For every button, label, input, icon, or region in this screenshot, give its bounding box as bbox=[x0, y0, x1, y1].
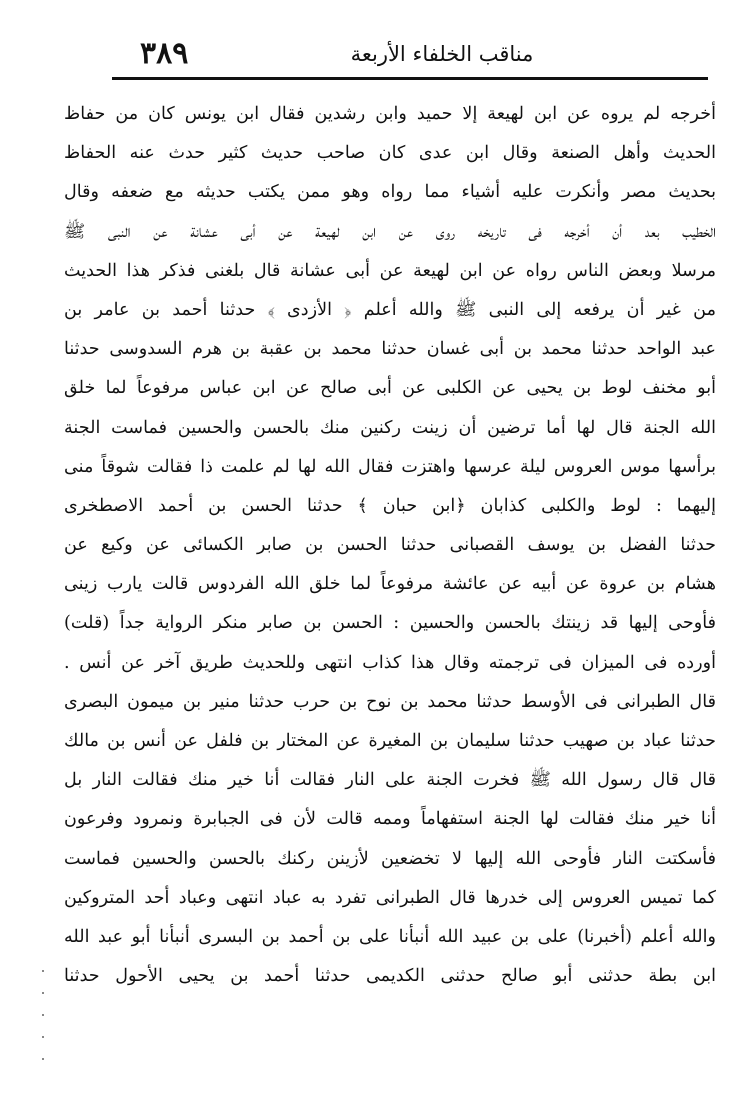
running-title: مناقب الخلفاء الأربعة bbox=[350, 42, 534, 66]
text-line: بحديث مصر وأنكرت عليه أشياء مما رواه وهو ممن يكتب حديثه مع ضعفه وقال bbox=[64, 182, 716, 203]
text-line: والله أعلم (أخبرنا) على بن عبيد الله أنبأنا على بن أحمد بن البسرى أنبأنا أبو عبد الله bbox=[64, 926, 716, 947]
body-text bbox=[64, 95, 716, 996]
text-line: إليهما : لوط والكلبى كذابان ﴿ابن حبان ﴾ حدثنا الحسن بن أحمد الاصطخرى bbox=[64, 495, 716, 516]
text-line: الخطيب بعد أن أخرجه فى تاريخه روى عن ابن لهيعة عن أبى عشانة عن النبى ﷺ bbox=[64, 221, 716, 242]
text-line: أبو مخنف لوط بن يحيى عن الكلبى عن أبى صالح عن ابن عباس مرفوعاً لما خلق bbox=[64, 378, 716, 399]
text-line: كما تميس العروس إلى خدرها قال الطبرانى تفرد به عباد انتهى وعباد أحد المتروكين bbox=[64, 887, 716, 908]
header-rule bbox=[112, 77, 708, 80]
text-line: هشام بن عروة عن أبيه عن عائشة مرفوعاً لما خلق الله الفردوس قالت يارب زينى bbox=[64, 574, 716, 595]
text-line: أورده فى الميزان فى ترجمته وقال هذا كذاب انتهى وللحديث طريق آخر عن أنس . bbox=[64, 652, 716, 673]
text-line: حدثنا عباد بن صهيب حدثنا سليمان بن المغيرة عن المختار بن فلفل عن أنس بن مالك bbox=[64, 731, 716, 751]
text-line: حدثنا الفضل بن يوسف القصبانى حدثنا الحسن بن صابر الكسائى عن وكيع عن bbox=[64, 535, 716, 556]
text-line: من غير أن يرفعه إلى النبى ﷺ والله أعلم ﴿ الأزدى ﴾ حدثنا أحمد بن عامر بن bbox=[64, 299, 716, 320]
text-line: أنا خير منك فقالت لها الجنة استفهاماً وممه قالت لأن فى الجبابرة ونمرود وفرعون bbox=[64, 809, 716, 830]
page-header bbox=[112, 30, 708, 80]
text-line: قال الطبرانى فى الأوسط حدثنا محمد بن نوح بن حرب حدثنا منير بن ميمون البصرى bbox=[64, 691, 716, 712]
text-line: فأوحى إليها قد زينتك بالحسن والحسين : الحسن بن صابر منكر الرواية جداً (قلت) bbox=[64, 613, 716, 634]
text-line: فأسكتت النار فأوحى الله إليها لا تخضعين لأزينن ركنك بالحسن والحسين فماست bbox=[64, 848, 716, 869]
text-line: الله الجنة قال لها أما ترضين أن زينت ركنين منك بالحسن والحسين فماست الجنة bbox=[64, 417, 716, 438]
text-line: أخرجه لم يروه عن ابن لهيعة إلا حميد وابن رشدين فقال ابن يونس كان من حفاظ bbox=[64, 104, 716, 124]
text-line: عبد الواحد حدثنا محمد بن أبى غسان حدثنا محمد بن عقبة بن هرم السدوسى حدثنا bbox=[64, 339, 716, 360]
text-line: ابن بطة حدثنى أبو صالح حدثنى الكديمى حدثنا أحمد بن يحيى الأحول حدثنا bbox=[64, 966, 716, 987]
scan-margin-specks bbox=[42, 970, 44, 1090]
text-line: برأسها موس العروس ليلة عرسها واهتزت فقال الله لها لم علمت ذا فقالت شوقاً منى bbox=[64, 456, 716, 477]
text-line: مرسلا وبعض الناس رواه عن ابن لهيعة عن أبى عشانة قال بلغنى فذكر هذا الحديث bbox=[64, 260, 716, 281]
page-number: ٣٨٩ bbox=[140, 36, 189, 71]
text-line: قال قال رسول الله ﷺ فخرت الجنة على النار فقالت أنا خير منك فقالت النار بل bbox=[64, 770, 716, 791]
text-line: الحديث وأهل الصنعة وقال ابن عدى كان صاحب حديث كثير حدث عنه الحفاظ bbox=[64, 143, 716, 164]
